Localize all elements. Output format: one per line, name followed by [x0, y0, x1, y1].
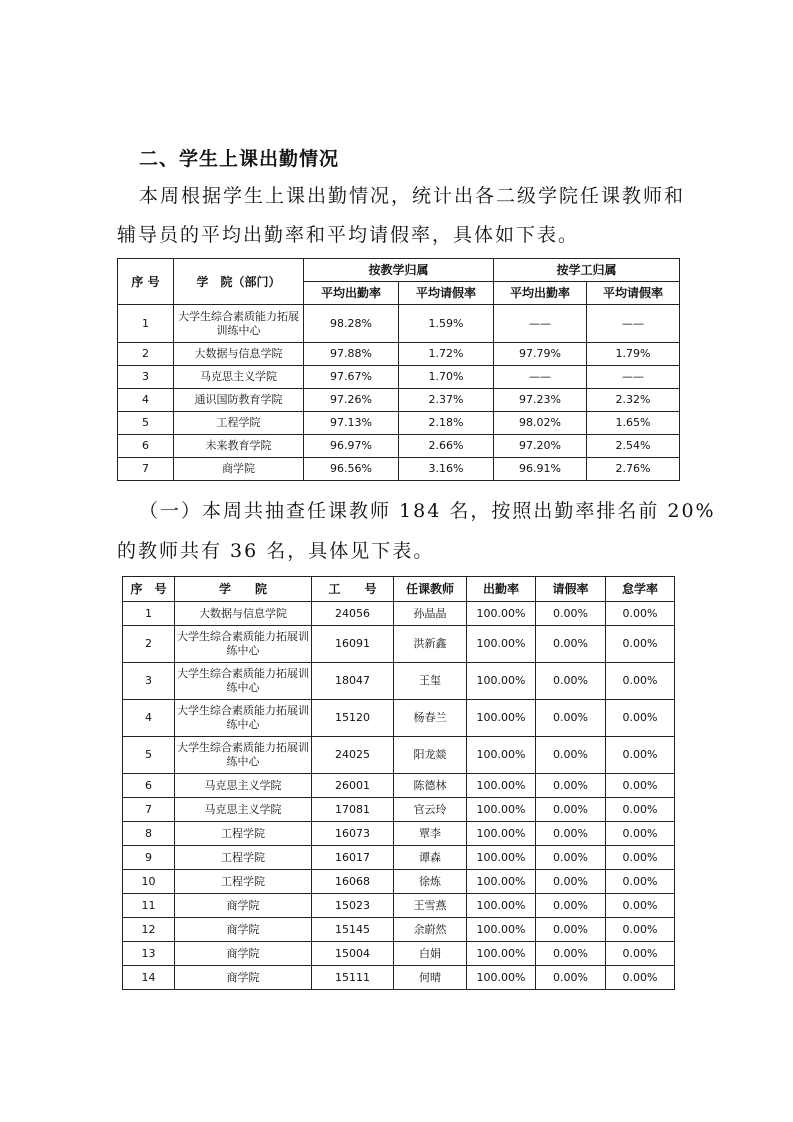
college-name: 商学院 [175, 942, 312, 966]
table1-header-by-admin: 按学工归属 [494, 259, 680, 282]
section-title: 二、学生上课出勤情况 [139, 148, 340, 170]
table-row [123, 737, 675, 774]
teacher-name: 白娟 [394, 942, 467, 966]
attendance-rate: 100.00% [467, 918, 536, 942]
admin-attendance-rate: 98.02% [494, 412, 587, 435]
table-row [123, 942, 675, 966]
truancy-rate: 0.00% [606, 774, 675, 798]
admin-leave-rate: —— [587, 305, 680, 343]
table-row [123, 822, 675, 846]
leave-rate: 0.00% [536, 846, 606, 870]
college-name: 工程学院 [175, 870, 312, 894]
leave-rate: 0.00% [536, 966, 606, 990]
leave-rate: 0.00% [536, 602, 606, 626]
table-row [123, 700, 675, 737]
row-index: 1 [123, 602, 175, 626]
table-row [123, 663, 675, 700]
teacher-name: 谭森 [394, 846, 467, 870]
row-index: 3 [123, 663, 175, 700]
row-index: 14 [123, 966, 175, 990]
leave-rate: 0.00% [536, 942, 606, 966]
table1-header-admin-attendance: 平均出勤率 [494, 282, 587, 305]
attendance-rate: 100.00% [467, 774, 536, 798]
attendance-rate: 100.00% [467, 870, 536, 894]
admin-attendance-rate: 97.23% [494, 389, 587, 412]
college-name: 大学生综合素质能力拓展训练中心 [175, 626, 312, 663]
college-name: 马克思主义学院 [174, 366, 304, 389]
table-row [123, 846, 675, 870]
teaching-leave-rate: 1.59% [399, 305, 494, 343]
table2-header-attendance: 出勤率 [467, 577, 536, 602]
attendance-rate: 100.00% [467, 846, 536, 870]
truancy-rate: 0.00% [606, 626, 675, 663]
staff-id: 16091 [312, 626, 394, 663]
leave-rate: 0.00% [536, 774, 606, 798]
teaching-leave-rate: 2.37% [399, 389, 494, 412]
college-name: 商学院 [175, 918, 312, 942]
staff-id: 15120 [312, 700, 394, 737]
teaching-attendance-rate: 96.56% [304, 458, 399, 481]
teacher-name: 徐炼 [394, 870, 467, 894]
table-row [123, 626, 675, 663]
admin-attendance-rate: 96.91% [494, 458, 587, 481]
teaching-attendance-rate: 97.67% [304, 366, 399, 389]
table-row [123, 774, 675, 798]
college-name: 商学院 [175, 966, 312, 990]
row-index: 4 [118, 389, 174, 412]
college-name: 大学生综合素质能力拓展训练中心 [175, 737, 312, 774]
teaching-attendance-rate: 97.26% [304, 389, 399, 412]
college-name: 大数据与信息学院 [175, 602, 312, 626]
attendance-rate: 100.00% [467, 700, 536, 737]
attendance-rate: 100.00% [467, 942, 536, 966]
intro-paragraph-line-1: 本周根据学生上课出勤情况，统计出各二级学院任课教师和 [139, 185, 686, 207]
teaching-leave-rate: 2.18% [399, 412, 494, 435]
table1-header-index: 序 号 [118, 259, 174, 305]
staff-id: 15111 [312, 966, 394, 990]
table2-header-teacher: 任课教师 [394, 577, 467, 602]
college-name: 通识国防教育学院 [174, 389, 304, 412]
attendance-rate: 100.00% [467, 798, 536, 822]
college-name: 商学院 [174, 458, 304, 481]
row-index: 8 [123, 822, 175, 846]
truancy-rate: 0.00% [606, 602, 675, 626]
staff-id: 16017 [312, 846, 394, 870]
teacher-name: 王雪燕 [394, 894, 467, 918]
table-row [118, 389, 680, 412]
teacher-name: 王玺 [394, 663, 467, 700]
staff-id: 15023 [312, 894, 394, 918]
table2-header-leave: 请假率 [536, 577, 606, 602]
row-index: 2 [118, 343, 174, 366]
teaching-attendance-rate: 96.97% [304, 435, 399, 458]
admin-leave-rate: 1.79% [587, 343, 680, 366]
table-row [123, 602, 675, 626]
staff-id: 16068 [312, 870, 394, 894]
college-name: 工程学院 [174, 412, 304, 435]
college-name: 大数据与信息学院 [174, 343, 304, 366]
teaching-attendance-rate: 98.28% [304, 305, 399, 343]
table2-header-index: 序 号 [123, 577, 175, 602]
teaching-leave-rate: 2.66% [399, 435, 494, 458]
attendance-rate: 100.00% [467, 966, 536, 990]
table1-header-teaching-attendance: 平均出勤率 [304, 282, 399, 305]
top-teachers-table [122, 576, 675, 990]
teacher-name: 阳龙燚 [394, 737, 467, 774]
teacher-name: 何晴 [394, 966, 467, 990]
attendance-rate: 100.00% [467, 894, 536, 918]
attendance-rate: 100.00% [467, 663, 536, 700]
attendance-rate: 100.00% [467, 626, 536, 663]
teacher-name: 洪新鑫 [394, 626, 467, 663]
leave-rate: 0.00% [536, 870, 606, 894]
staff-id: 24025 [312, 737, 394, 774]
truancy-rate: 0.00% [606, 894, 675, 918]
teaching-leave-rate: 1.72% [399, 343, 494, 366]
college-name: 未来教育学院 [174, 435, 304, 458]
sub-paragraph-line-2: 的教师共有 36 名，具体见下表。 [117, 540, 435, 562]
leave-rate: 0.00% [536, 700, 606, 737]
row-index: 12 [123, 918, 175, 942]
truancy-rate: 0.00% [606, 966, 675, 990]
table-row [123, 798, 675, 822]
truancy-rate: 0.00% [606, 700, 675, 737]
college-name: 工程学院 [175, 822, 312, 846]
college-name: 马克思主义学院 [175, 798, 312, 822]
table-row [118, 435, 680, 458]
attendance-by-college-table [117, 258, 680, 481]
truancy-rate: 0.00% [606, 822, 675, 846]
admin-attendance-rate: 97.79% [494, 343, 587, 366]
row-index: 11 [123, 894, 175, 918]
leave-rate: 0.00% [536, 822, 606, 846]
teaching-attendance-rate: 97.88% [304, 343, 399, 366]
table1-header-row-1 [118, 259, 680, 282]
college-name: 工程学院 [175, 846, 312, 870]
leave-rate: 0.00% [536, 918, 606, 942]
attendance-rate: 100.00% [467, 737, 536, 774]
college-name: 大学生综合素质能力拓展训练中心 [175, 663, 312, 700]
truancy-rate: 0.00% [606, 918, 675, 942]
leave-rate: 0.00% [536, 798, 606, 822]
table1-header-by-teaching: 按教学归属 [304, 259, 494, 282]
row-index: 7 [123, 798, 175, 822]
teacher-name: 覃李 [394, 822, 467, 846]
leave-rate: 0.00% [536, 737, 606, 774]
intro-paragraph-line-2: 辅导员的平均出勤率和平均请假率，具体如下表。 [117, 224, 580, 246]
teacher-name: 官云玲 [394, 798, 467, 822]
table-row [123, 918, 675, 942]
table2-header-staff-id: 工 号 [312, 577, 394, 602]
table1-header-teaching-leave: 平均请假率 [399, 282, 494, 305]
attendance-rate: 100.00% [467, 822, 536, 846]
table-row [123, 966, 675, 990]
admin-leave-rate: 2.54% [587, 435, 680, 458]
table2-header-row [123, 577, 675, 602]
truancy-rate: 0.00% [606, 942, 675, 966]
row-index: 5 [118, 412, 174, 435]
teacher-name: 杨春兰 [394, 700, 467, 737]
truancy-rate: 0.00% [606, 798, 675, 822]
table-row [118, 366, 680, 389]
truancy-rate: 0.00% [606, 846, 675, 870]
row-index: 9 [123, 846, 175, 870]
row-index: 13 [123, 942, 175, 966]
college-name: 大学生综合素质能力拓展训练中心 [175, 700, 312, 737]
college-name: 马克思主义学院 [175, 774, 312, 798]
leave-rate: 0.00% [536, 894, 606, 918]
teacher-name: 陈德林 [394, 774, 467, 798]
attendance-rate: 100.00% [467, 602, 536, 626]
teacher-name: 余蔚然 [394, 918, 467, 942]
row-index: 2 [123, 626, 175, 663]
table-row [118, 412, 680, 435]
truancy-rate: 0.00% [606, 663, 675, 700]
staff-id: 26001 [312, 774, 394, 798]
staff-id: 24056 [312, 602, 394, 626]
table1-header-admin-leave: 平均请假率 [587, 282, 680, 305]
row-index: 7 [118, 458, 174, 481]
table2-header-college: 学 院 [175, 577, 312, 602]
row-index: 6 [118, 435, 174, 458]
admin-leave-rate: 2.32% [587, 389, 680, 412]
table-row [118, 343, 680, 366]
sub-paragraph-line-1: （一）本周共抽查任课教师 184 名，按照出勤率排名前 20% [139, 500, 716, 522]
leave-rate: 0.00% [536, 663, 606, 700]
staff-id: 17081 [312, 798, 394, 822]
leave-rate: 0.00% [536, 626, 606, 663]
staff-id: 16073 [312, 822, 394, 846]
table-row [123, 894, 675, 918]
truancy-rate: 0.00% [606, 737, 675, 774]
table-row [118, 305, 680, 343]
row-index: 6 [123, 774, 175, 798]
admin-leave-rate: 2.76% [587, 458, 680, 481]
row-index: 4 [123, 700, 175, 737]
college-name: 商学院 [175, 894, 312, 918]
row-index: 3 [118, 366, 174, 389]
row-index: 1 [118, 305, 174, 343]
teaching-attendance-rate: 97.13% [304, 412, 399, 435]
teaching-leave-rate: 1.70% [399, 366, 494, 389]
college-name: 大学生综合素质能力拓展训练中心 [174, 305, 304, 343]
truancy-rate: 0.00% [606, 870, 675, 894]
teacher-name: 孙晶晶 [394, 602, 467, 626]
admin-attendance-rate: 97.20% [494, 435, 587, 458]
admin-leave-rate: 1.65% [587, 412, 680, 435]
admin-attendance-rate: —— [494, 366, 587, 389]
admin-leave-rate: —— [587, 366, 680, 389]
row-index: 10 [123, 870, 175, 894]
admin-attendance-rate: —— [494, 305, 587, 343]
teaching-leave-rate: 3.16% [399, 458, 494, 481]
table2-header-truancy: 怠学率 [606, 577, 675, 602]
table-row [118, 458, 680, 481]
table1-header-college: 学 院（部门） [174, 259, 304, 305]
table-row [123, 870, 675, 894]
staff-id: 15004 [312, 942, 394, 966]
staff-id: 18047 [312, 663, 394, 700]
row-index: 5 [123, 737, 175, 774]
staff-id: 15145 [312, 918, 394, 942]
